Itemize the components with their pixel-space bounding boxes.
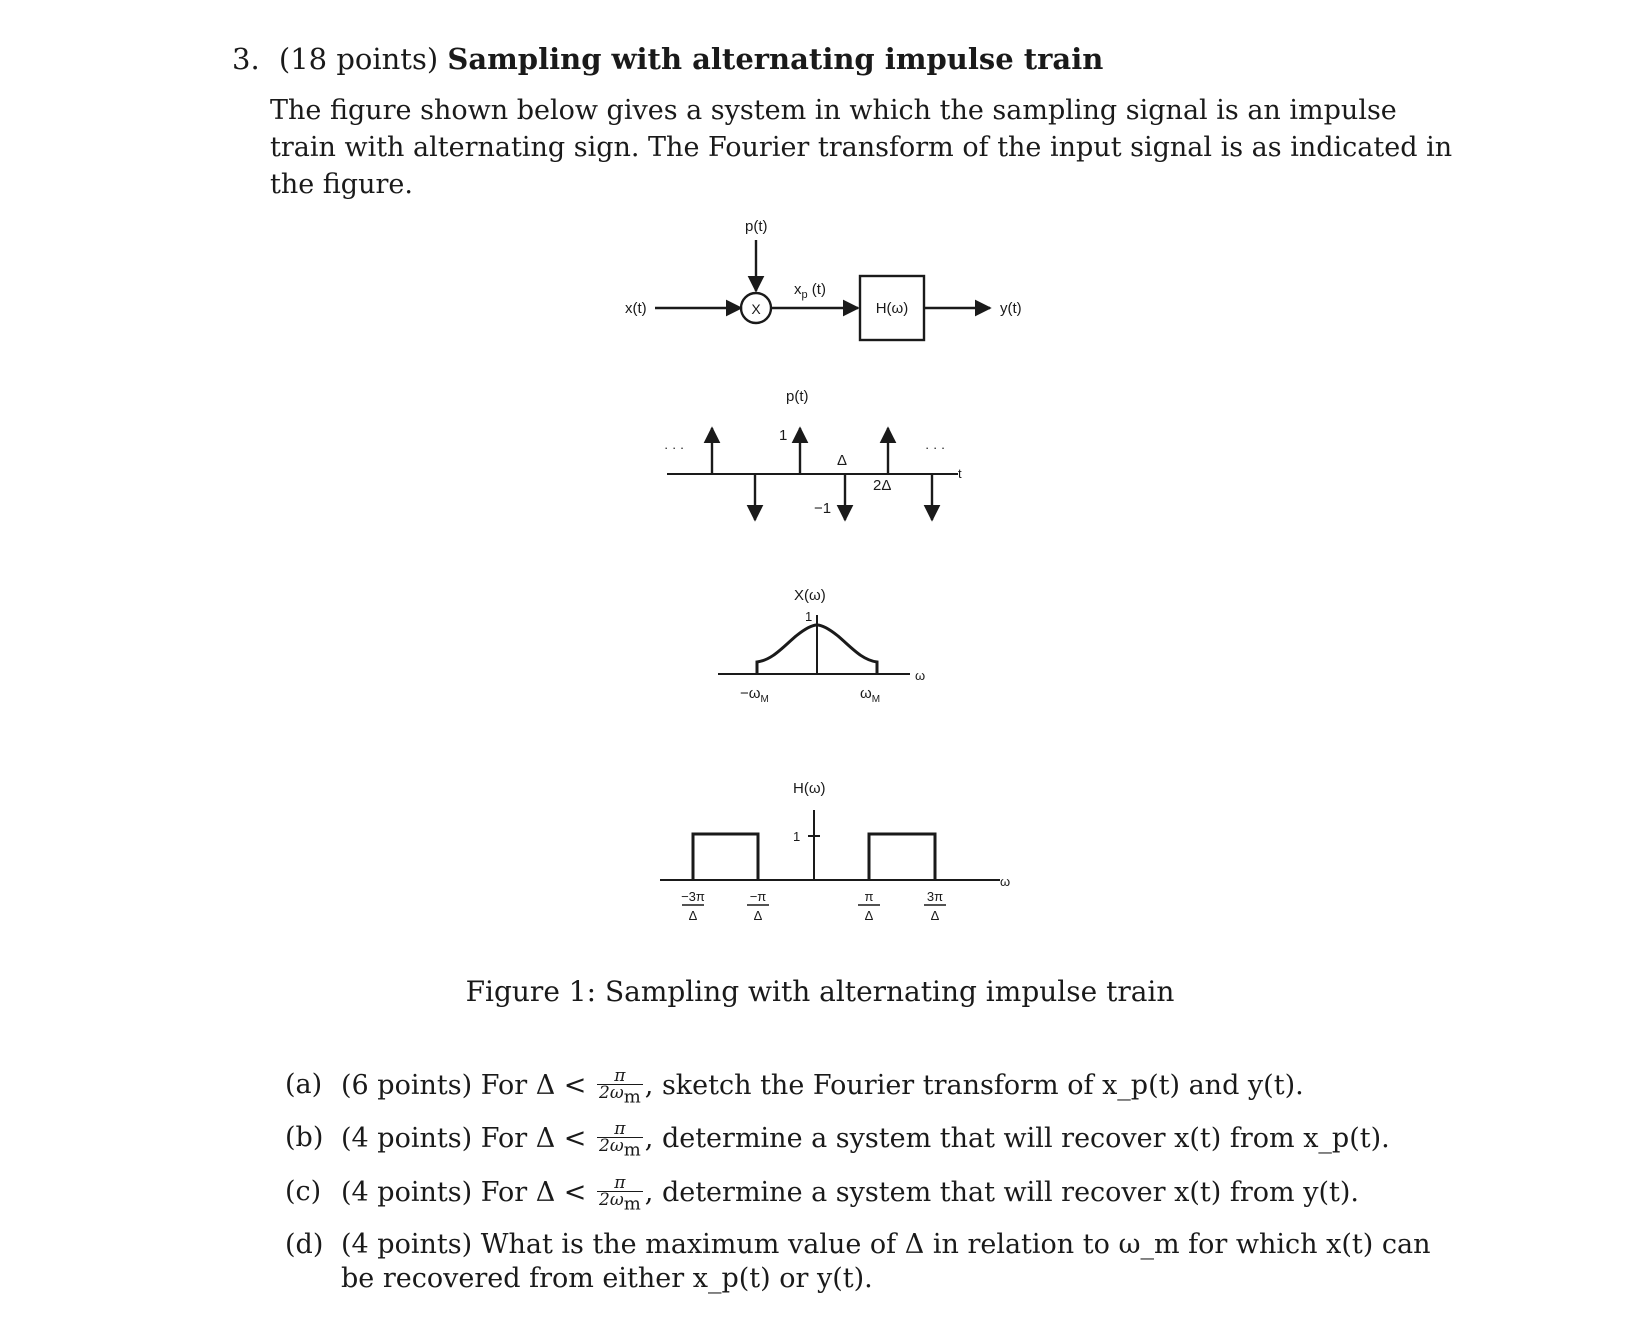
- part-prefix: For Δ <: [480, 1123, 587, 1155]
- part-prefix: For Δ <: [480, 1176, 587, 1208]
- output-label: y(t): [1000, 300, 1022, 317]
- fraction: $\frac{\pi}{2\omega_m}$: [599, 1119, 641, 1161]
- fraction: $\frac{\pi}{2\omega_m}$: [599, 1172, 641, 1215]
- pt-axis-label: t: [958, 466, 962, 481]
- part-text: , determine a system that will recover x(t) from x_p(t).: [644, 1123, 1390, 1155]
- pt-ellipsis-right: · · ·: [925, 440, 946, 455]
- part-d: [285, 1228, 1465, 1296]
- x-title: X(ω): [794, 587, 826, 604]
- part-label: (a): [285, 1069, 323, 1100]
- h-axis-label: ω: [1000, 874, 1011, 889]
- h-gain-label: 1: [793, 829, 801, 844]
- part-b: [285, 1119, 1465, 1161]
- part-points: (4 points): [341, 1176, 473, 1208]
- h-tick-denominator: Δ: [753, 908, 763, 923]
- problem-points: (18 points): [278, 42, 439, 76]
- part-points: (6 points): [341, 1070, 473, 1102]
- pt-ellipsis-left: · · ·: [664, 440, 685, 455]
- part-text: , determine a system that will recover x(t) from y(t).: [644, 1176, 1359, 1208]
- part-label: (b): [285, 1122, 324, 1154]
- h-tick-labels: [681, 889, 946, 923]
- multiplier-symbol: X: [751, 301, 761, 317]
- x-right-label: $\omega_M$: [860, 685, 881, 705]
- h-tick-denominator: Δ: [930, 908, 940, 923]
- h-tick-denominator: Δ: [688, 908, 698, 923]
- h-title: H(ω): [793, 780, 826, 797]
- part-a: [285, 1066, 1465, 1108]
- intermediate-label: $x_p$ (t): [794, 281, 826, 301]
- input-label: x(t): [625, 300, 647, 317]
- pt-neg-label: −1: [814, 500, 832, 517]
- sampling-label: p(t): [745, 218, 768, 235]
- part-points: (4 points): [341, 1123, 473, 1155]
- parts-list: [285, 1068, 1465, 1312]
- h-passband-right: [869, 834, 935, 880]
- part-label: (d): [285, 1229, 324, 1261]
- part-label: (c): [285, 1175, 322, 1207]
- part-text: What is the maximum value of Δ in relation to ω_m for which x(t) can be recovered from either x_p(t) or y(t).: [341, 1229, 1431, 1295]
- figure-caption: Figure 1: Sampling with alternating impulse train: [465, 975, 1175, 1008]
- h-tick-numerator: 3π: [926, 889, 944, 904]
- part-points: (4 points): [341, 1229, 473, 1261]
- part-text: , sketch the Fourier transform of x_p(t) and y(t).: [644, 1070, 1304, 1102]
- x-left-label: $-\omega_M$: [740, 685, 769, 705]
- pt-pos-label: 1: [779, 427, 788, 444]
- part-c: [285, 1172, 1465, 1215]
- x-axis-label: ω: [915, 668, 926, 683]
- pt-title: p(t): [786, 388, 809, 405]
- h-tick-denominator: Δ: [864, 908, 874, 923]
- fraction: $\frac{\pi}{2\omega_m}$: [599, 1066, 641, 1108]
- problem-number: 3.: [232, 42, 260, 76]
- problem-intro: The figure shown below gives a system in which the sampling signal is an impulse train with alternating sign. The Fourier transform of the input signal is as indicated in the figure.: [270, 95, 1453, 200]
- filter-label: H(ω): [875, 300, 909, 317]
- pt-delta-label: Δ: [837, 452, 848, 469]
- h-tick-numerator: −π: [749, 889, 767, 904]
- problem-title: Sampling with alternating impulse train: [447, 42, 1104, 76]
- h-passband-left: [693, 834, 758, 880]
- h-tick-numerator: −3π: [681, 889, 705, 904]
- x-peak-label: 1: [805, 609, 813, 624]
- part-prefix: For Δ <: [480, 1070, 587, 1102]
- h-tick-numerator: π: [864, 889, 874, 904]
- pt-two-delta-label: 2Δ: [873, 477, 892, 494]
